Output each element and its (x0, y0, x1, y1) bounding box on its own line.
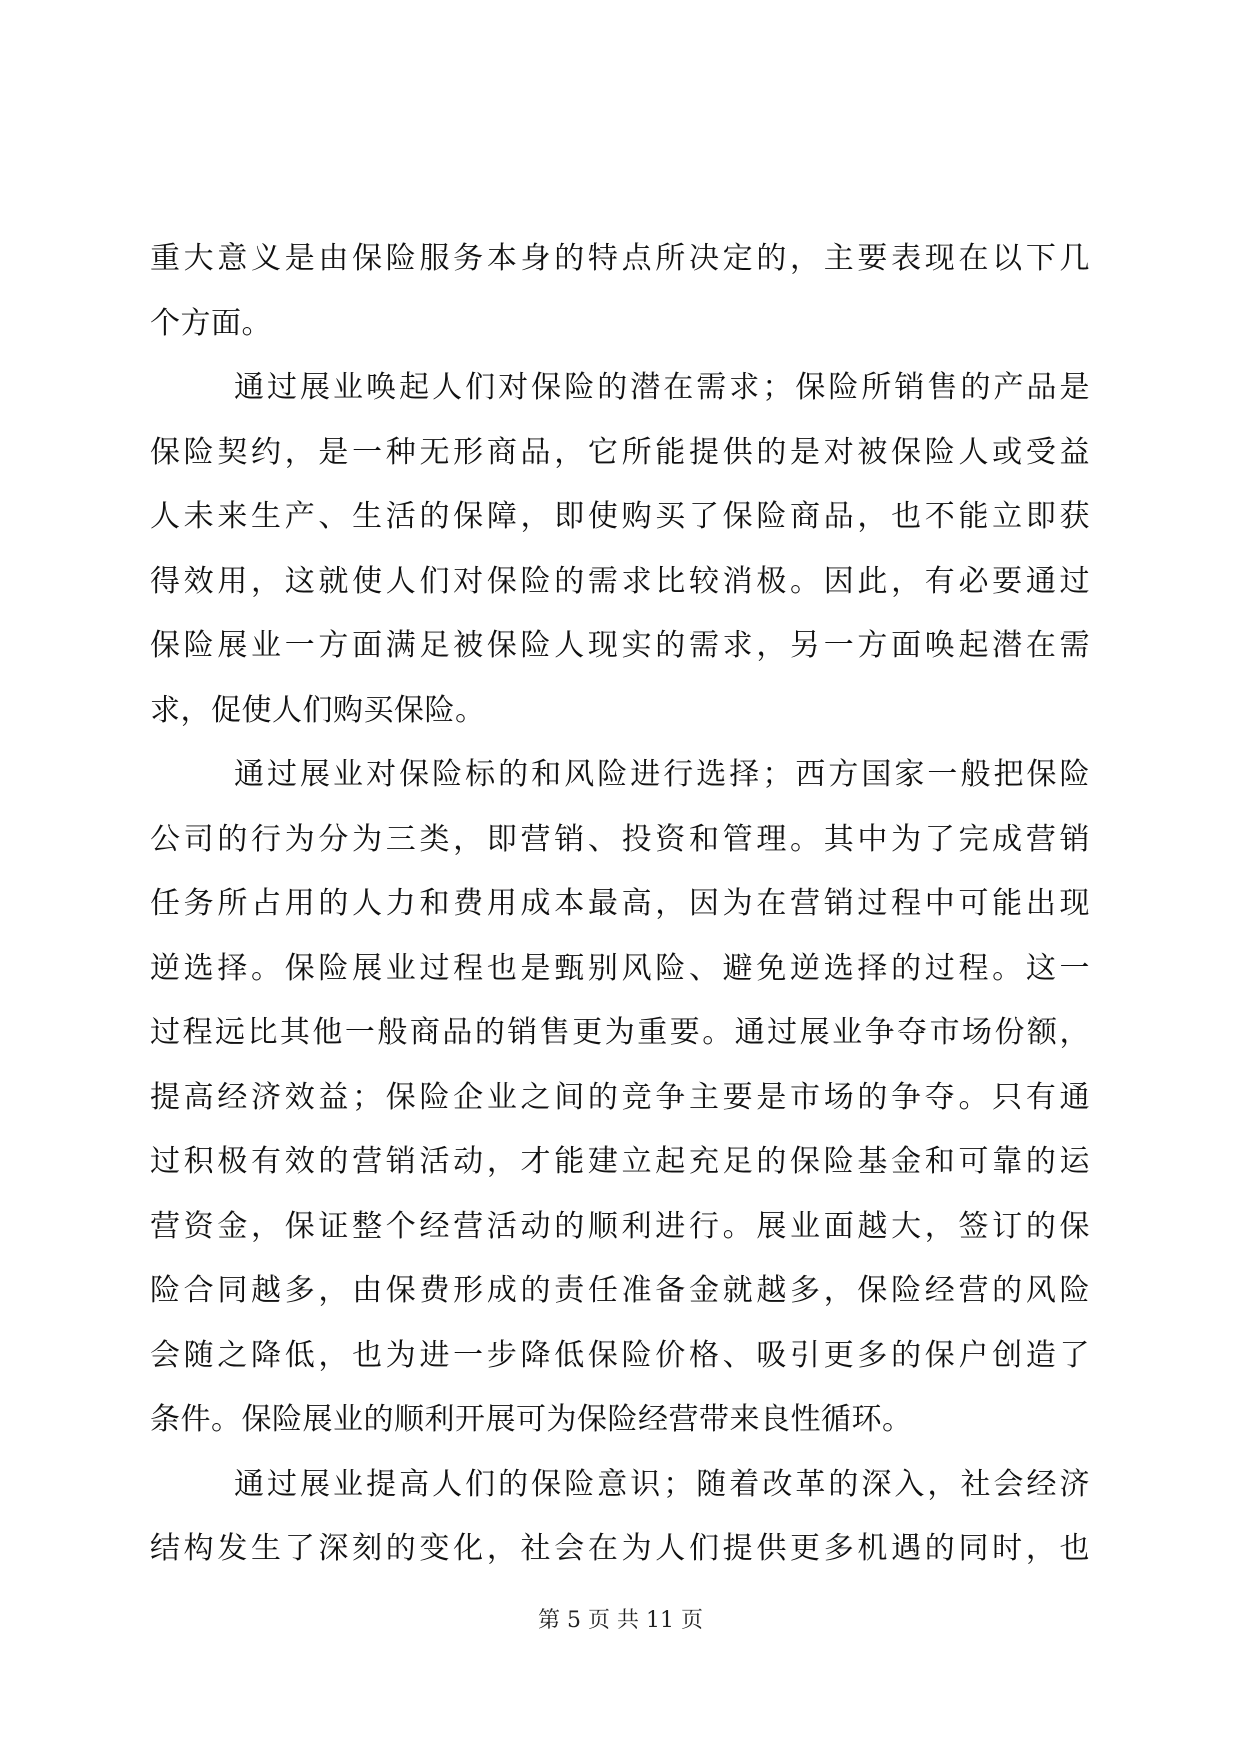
text-line: 结构发生了深刻的变化，社会在为人们提供更多机遇的同时，也 (150, 1531, 1090, 1566)
text-line: 提高经济效益；保险企业之间的竞争主要是市场的争夺。只有通 (150, 1079, 1090, 1115)
text-line: 逆选择。保险展业过程也是甄别风险、避免逆选择的过程。这一 (150, 950, 1090, 986)
text-line: 过积极有效的营销活动，才能建立起充足的保险基金和可靠的运 (150, 1144, 1090, 1179)
document-body (150, 227, 1090, 1582)
text-line: 重大意义是由保险服务本身的特点所决定的，主要表现在以下几 (150, 241, 1090, 276)
text-line: 通过展业对保险标的和风险进行选择；西方国家一般把保险 (234, 757, 1090, 792)
text-line: 条件。保险展业的顺利开展可为保险经营带来良性循环。 (150, 1402, 913, 1437)
text-line: 公司的行为分为三类，即营销、投资和管理。其中为了完成营销 (150, 821, 1090, 857)
text-line: 人未来生产、生活的保障，即使购买了保险商品，也不能立即获 (150, 499, 1090, 534)
text-line: 任务所占用的人力和费用成本最高，因为在营销过程中可能出现 (150, 886, 1090, 921)
text-line: 通过展业唤起人们对保险的潜在需求；保险所销售的产品是 (234, 370, 1090, 405)
text-line: 过程远比其他一般商品的销售更为重要。通过展业争夺市场份额， (150, 1015, 1090, 1050)
text-line: 险合同越多，由保费形成的责任准备金就越多，保险经营的风险 (150, 1273, 1090, 1308)
text-line: 会随之降低，也为进一步降低保险价格、吸引更多的保户创造了 (150, 1337, 1090, 1373)
text-line: 求，促使人们购买保险。 (150, 692, 486, 728)
page-number-footer: 第 5 页 共 11 页 (538, 1608, 703, 1633)
text-line: 保险契约，是一种无形商品，它所能提供的是对被保险人或受益 (150, 434, 1090, 470)
text-line: 营资金，保证整个经营活动的顺利进行。展业面越大，签订的保 (150, 1208, 1090, 1244)
text-line: 得效用，这就使人们对保险的需求比较消极。因此，有必要通过 (150, 563, 1090, 599)
text-line: 保险展业一方面满足被保险人现实的需求，另一方面唤起潜在需 (150, 628, 1090, 663)
text-line: 个方面。 (150, 305, 272, 341)
text-line: 通过展业提高人们的保险意识；随着改革的深入，社会经济 (234, 1466, 1090, 1502)
